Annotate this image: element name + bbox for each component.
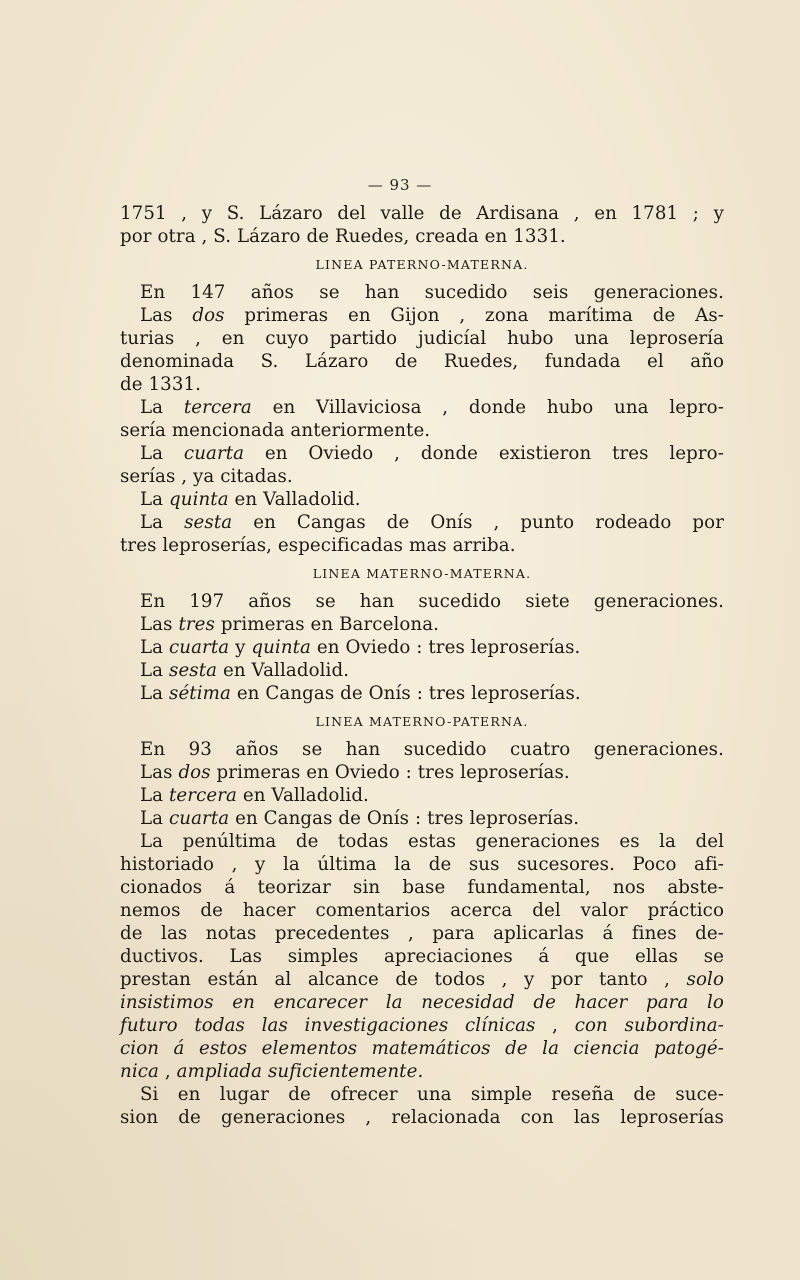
text-block <box>120 202 724 1129</box>
text-line: ductivos. Las simples apreciaciones á que ellas se <box>120 946 724 967</box>
text-line: futuro todas las investigaciones clínicas , con subordina- <box>120 1015 725 1036</box>
text-line: insistimos en encarecer la necesidad de hacer para lo <box>120 992 724 1013</box>
text-line: La cuarta y quinta en Oviedo : tres leproserías. <box>140 637 581 658</box>
text-line: La quinta en Valladolid. <box>140 489 361 510</box>
text-line: La sétima en Cangas de Onís : tres leproserías. <box>140 683 581 704</box>
text-line: turias , en cuyo partido judicíal hubo una leprosería <box>120 328 724 349</box>
text-line: La sesta en Cangas de Onís , punto rodeado por <box>140 512 724 533</box>
text-line: En 93 años se han sucedido cuatro generaciones. <box>140 739 724 760</box>
text-line: cion á estos elementos matemáticos de la ciencia patogé- <box>120 1038 724 1059</box>
text-line: Las tres primeras en Barcelona. <box>140 614 440 635</box>
section-heading-materno-paterna: LINEA MATERNO-PATERNA. <box>315 714 529 729</box>
page-number: — 93 — <box>367 176 433 194</box>
section-heading-paterno-materna: LINEA PATERNO-MATERNA. <box>315 257 529 272</box>
text-line: por otra , S. Lázaro de Ruedes, creada en 1331. <box>120 226 566 247</box>
text-line: La tercera en Valladolid. <box>140 785 369 806</box>
text-line: de las notas precedentes , para aplicarlas á fines de- <box>120 923 724 944</box>
text-line: tres leproserías, especificadas mas arriba. <box>120 535 516 556</box>
text-line: nemos de hacer comentarios acerca del valor práctico <box>120 900 724 921</box>
text-line: En 197 años se han sucedido siete generaciones. <box>140 591 724 612</box>
text-line: sería mencionada anteriormente. <box>120 420 431 441</box>
text-line: La cuarta en Oviedo , donde existieron tres lepro- <box>140 443 724 464</box>
text-line: La cuarta en Cangas de Onís : tres leproserías. <box>140 808 580 829</box>
text-line: serías , ya citadas. <box>120 466 293 487</box>
text-line: En 147 años se han sucedido seis generaciones. <box>140 282 724 303</box>
text-line: prestan están al alcance de todos , y por tanto , solo <box>120 969 724 990</box>
text-line: Las dos primeras en Gijon , zona marítima de As- <box>140 305 724 326</box>
text-line: Las dos primeras en Oviedo : tres leproserías. <box>140 762 570 783</box>
text-line: Si en lugar de ofrecer una simple reseña de suce- <box>140 1084 724 1105</box>
text-line: denominada S. Lázaro de Ruedes, fundada el año <box>120 351 724 372</box>
text-line: sion de generaciones , relacionada con las leproserías <box>120 1107 724 1128</box>
text-line: nica , ampliada suficientemente. <box>120 1061 424 1082</box>
text-line: La sesta en Valladolid. <box>140 660 350 681</box>
text-line: cionados á teorizar sin base fundamental, nos abste- <box>120 877 724 898</box>
text-line: 1751 , y S. Lázaro del valle de Ardisana , en 1781 ; y <box>120 203 724 224</box>
text-line: de 1331. <box>120 374 202 395</box>
text-line: La tercera en Villaviciosa , donde hubo una lepro- <box>140 397 724 418</box>
text-line: historiado , y la última la de sus sucesores. Poco afi- <box>120 854 724 875</box>
text-line: La penúltima de todas estas generaciones es la del <box>140 831 724 852</box>
section-heading-materno-materna: LINEA MATERNO-MATERNA. <box>312 566 532 581</box>
